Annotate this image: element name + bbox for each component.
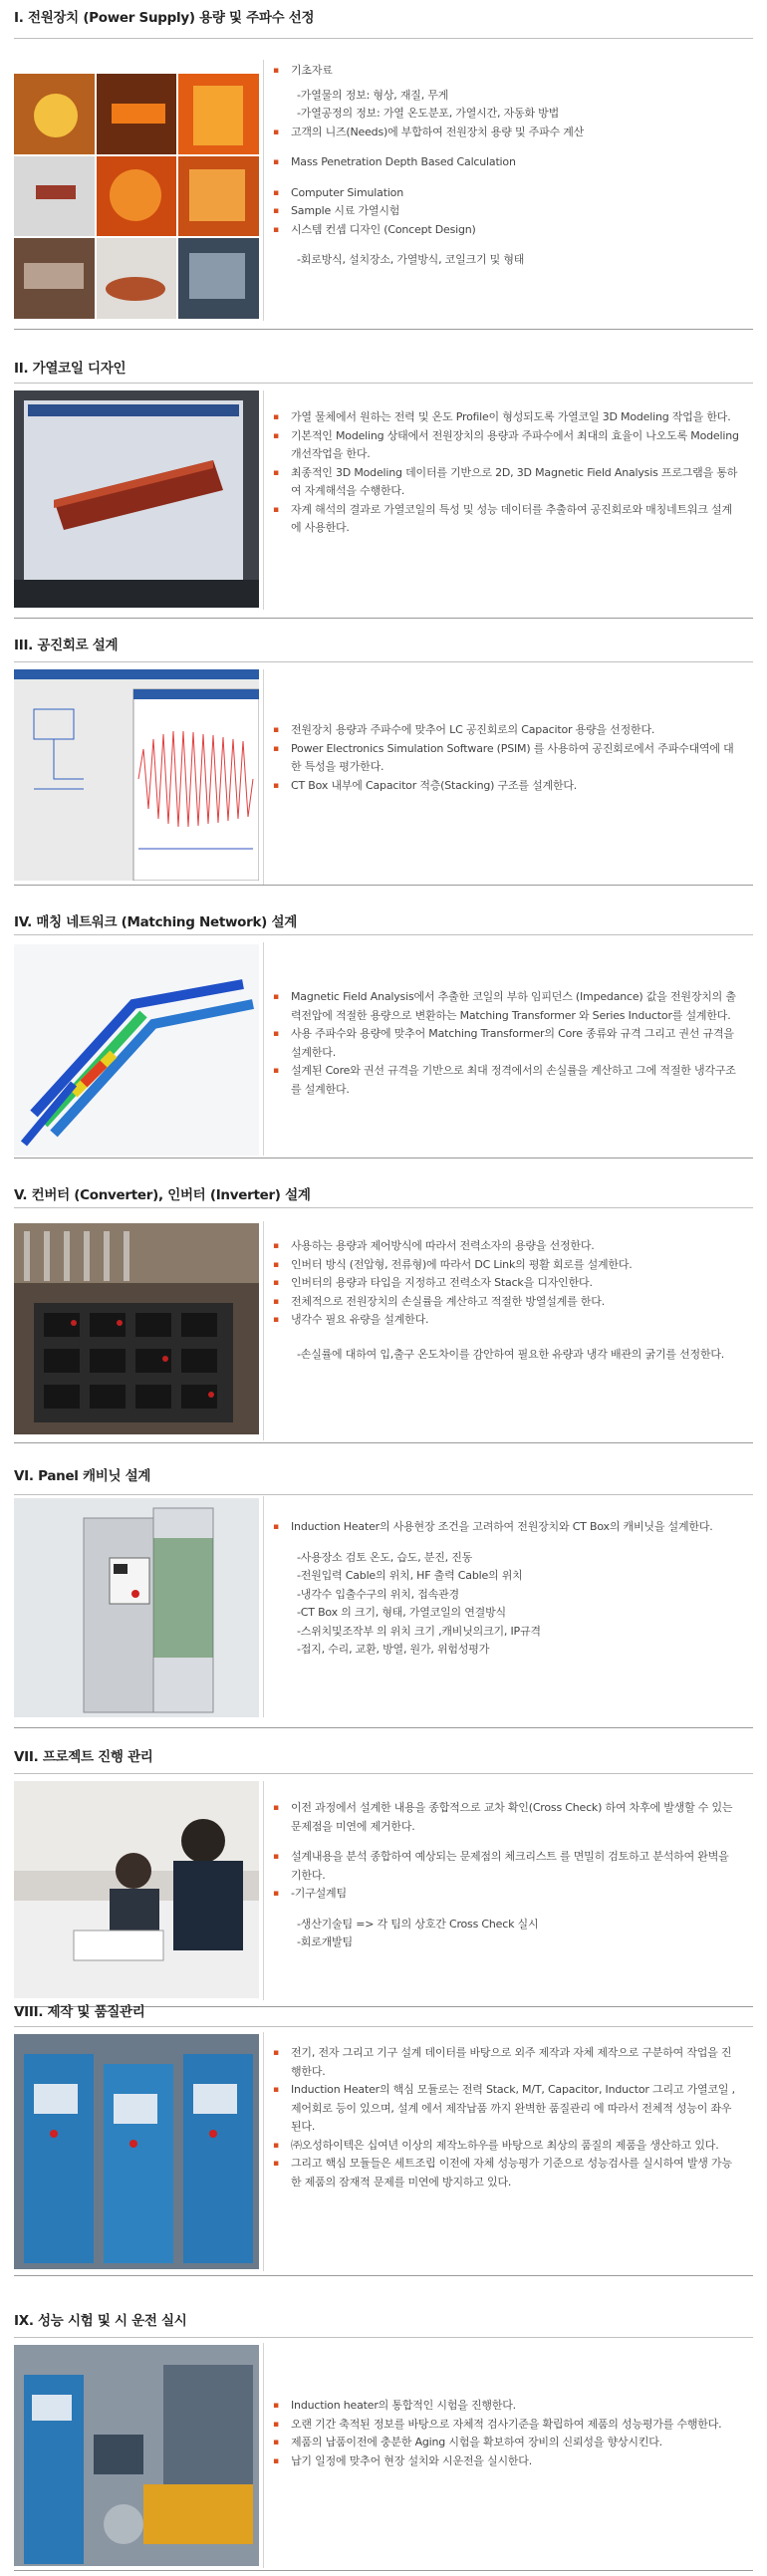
bullet-icon: ▪ xyxy=(273,1522,279,1532)
list-item: 고객의 니즈(Needs)에 부합하여 전원장치 용량 및 주파수 계산 xyxy=(291,125,585,138)
sub-item: -회로방식, 설치장소, 가열방식, 코일크기 및 형태 xyxy=(297,253,525,266)
sub-item: -CT Box 의 크기, 형태, 가열코일의 연결방식 xyxy=(297,1606,506,1619)
sub-item: -회로개발팀 xyxy=(297,1935,353,1948)
list-item: 기본적인 Modeling 상태에서 전원장치의 용량과 주파수에서 최대의 효율이 나오도록 Modeling 개선작업을 한다. xyxy=(291,428,739,460)
bullet-icon: ▪ xyxy=(273,2159,279,2169)
list-item: 기초자료 xyxy=(291,64,333,77)
list-item: 제품의 납품이전에 충분한 Aging 시험을 확보하여 장비의 신뢰성을 향상시킨다. xyxy=(291,2436,662,2448)
list-item: 설계내용을 분석 종합하여 예상되는 문제점의 체크리스트 를 면밀히 검토하고 분석하여 완벽을 기한다. xyxy=(291,1850,729,1882)
bullet-icon: ▪ xyxy=(273,725,279,735)
section-heating-coil xyxy=(0,351,767,630)
manufacturing-image xyxy=(14,2034,259,2269)
section-top-rule xyxy=(14,1773,753,1774)
list-item: 사용 주파수와 용량에 맞추어 Matching Transformer의 Core 종류와 규격 그리고 권선 규격을 설계한다. xyxy=(291,1027,734,1059)
list-item: 오랜 기간 축적된 정보를 바탕으로 자체적 검사기준을 확립하여 제품의 성능평가를 수행한다. xyxy=(291,2417,722,2431)
section-power-supply xyxy=(0,0,767,331)
section-title: VI. Panel 캐비닛 설계 xyxy=(14,1468,151,1484)
list-item: -기구설계팀 xyxy=(291,1887,347,1900)
section-content xyxy=(271,408,739,538)
bullet-icon: ▪ xyxy=(273,467,279,478)
section-title: II. 가열코일 디자인 xyxy=(14,361,127,377)
bullet-icon: ▪ xyxy=(273,1889,279,1899)
list-item: 전원장치 용량과 주파수에 맞추어 LC 공진회로의 Capacitor 용량을 선정한다. xyxy=(291,723,655,736)
bullet-icon: ▪ xyxy=(273,2455,279,2466)
bullet-icon: ▪ xyxy=(273,1066,279,1076)
sub-item: -가열공정의 정보: 가열 온도분포, 가열시간, 자동화 방법 xyxy=(297,107,560,120)
section-title: V. 컨버터 (Converter), 인버터 (Inverter) 설계 xyxy=(14,1187,311,1203)
section-content xyxy=(271,988,739,1099)
bullet-icon: ▪ xyxy=(273,1803,279,1813)
bullet-icon: ▪ xyxy=(273,1241,279,1251)
bullet-icon: ▪ xyxy=(273,187,279,198)
bullet-icon: ▪ xyxy=(273,1852,279,1862)
section-title: IV. 매칭 네트워크 (Matching Network) 설계 xyxy=(14,914,297,930)
section-top-rule xyxy=(14,2337,753,2338)
power-stack-image xyxy=(14,1223,259,1434)
section-bottom-rule xyxy=(14,1442,753,1443)
list-item: 납기 일정에 맞추어 현장 설치와 시운전을 실시한다. xyxy=(291,2453,533,2467)
section-converter-inverter xyxy=(0,1177,767,1448)
section-top-rule xyxy=(14,934,753,935)
list-item: Induction heater의 통합적인 시험을 진행한다. xyxy=(291,2399,516,2412)
divider xyxy=(263,1781,264,2000)
section-top-rule xyxy=(14,2026,753,2027)
list-item: 가열 물체에서 원하는 전력 및 온도 Profile이 형성되도록 가열코일 3D Modeling 작업을 한다. xyxy=(291,410,731,423)
list-item: 전체적으로 전원장치의 손실률을 계산하고 적절한 방열설계를 한다. xyxy=(291,1294,606,1308)
list-item: 최종적인 3D Modeling 데이터를 기반으로 2D, 3D Magnetic Field Analysis 프로그램을 통하여 자계해석을 수행한다. xyxy=(291,465,738,497)
list-item: Computer Simulation xyxy=(291,185,403,199)
list-item: 전기, 전자 그리고 기구 설계 데이터를 바탕으로 외주 제작과 자체 제작으로 구분하여 작업을 진행한다. xyxy=(291,2046,732,2078)
list-item: Sample 시료 가열시험 xyxy=(291,204,400,217)
section-bottom-rule xyxy=(14,2570,753,2571)
bullet-icon: ▪ xyxy=(273,430,279,441)
section-top-rule xyxy=(14,383,753,384)
sub-item: -생산기술팀 => 각 팀의 상호간 Cross Check 실시 xyxy=(297,1917,539,1931)
bullet-icon: ▪ xyxy=(273,1259,279,1270)
sub-item: -가열물의 정보: 형상, 재질, 무게 xyxy=(297,88,449,102)
divider xyxy=(263,2032,264,2271)
bullet-icon: ▪ xyxy=(273,206,279,216)
list-item: 사용하는 용량과 제어방식에 따라서 전력소자의 용량을 선정한다. xyxy=(291,1239,595,1252)
bullet-icon: ▪ xyxy=(273,157,279,167)
section-top-rule xyxy=(14,661,753,662)
section-project-management xyxy=(0,1739,767,2016)
section-content xyxy=(271,1518,739,1660)
list-item: Induction Heater의 핵심 모듈로는 전력 Stack, M/T, Capacitor, Inductor 그리고 가열코일 ,제어회로 등이 있으며, 설계 에서 제작납품 까지 완벽한 품질관리 에 따라서 전체적 성능이 좌우된다. xyxy=(291,2083,735,2133)
bullet-icon: ▪ xyxy=(273,2419,279,2430)
section-title: IX. 성능 시험 및 시 운전 실시 xyxy=(14,2313,187,2329)
bullet-icon: ▪ xyxy=(273,412,279,422)
bullet-icon: ▪ xyxy=(273,1315,279,1325)
circuit-simulation-image xyxy=(14,669,259,881)
bullet-icon: ▪ xyxy=(273,2401,279,2411)
list-item: 자계 해석의 결과로 가열코일의 특성 및 성능 데이터를 추출하여 공진회로와 매칭네트워크 설계에 사용한다. xyxy=(291,502,732,534)
section-bottom-rule xyxy=(14,2275,753,2276)
section-bottom-rule xyxy=(14,618,753,619)
section-performance-test xyxy=(0,2303,767,2576)
section-content xyxy=(271,62,739,270)
list-item: ㈜오성하이텍은 십여년 이상의 제작노하우를 바탕으로 최상의 품질의 제품을 생산하고 있다. xyxy=(291,2138,719,2152)
list-item: Mass Penetration Depth Based Calculation xyxy=(291,155,516,168)
list-item: 설계된 Core와 권선 규격을 기반으로 최대 정격에서의 손실률을 계산하고 그에 적절한 냉각구조를 설계한다. xyxy=(291,1064,736,1096)
section-panel-cabinet xyxy=(0,1458,767,1735)
section-bottom-rule xyxy=(14,885,753,886)
section-bottom-rule xyxy=(14,329,753,330)
list-item: 그리고 핵심 모듈들은 세트조립 이전에 자체 성능평가 기준으로 성능검사를 실시하여 발생 가능한 제품의 잠재적 문제를 미연에 방지하고 있다. xyxy=(291,2157,732,2189)
list-item: 인버터의 용량과 타입을 지정하고 전력소자 Stack을 디자인한다. xyxy=(291,1276,593,1289)
divider xyxy=(263,942,264,1156)
bullet-icon: ▪ xyxy=(273,2048,279,2058)
divider xyxy=(263,2343,264,2568)
section-matching-network xyxy=(0,904,767,1161)
section-title: VIII. 제작 및 품질관리 xyxy=(14,2004,145,2020)
sub-item: -냉각수 입출수구의 위치, 접속관경 xyxy=(297,1587,459,1601)
magnetic-field-analysis-image xyxy=(14,944,259,1156)
section-content xyxy=(271,1799,739,1952)
section-bottom-rule xyxy=(14,1727,753,1728)
section-content xyxy=(271,2044,739,2191)
section-title: III. 공진회로 설계 xyxy=(14,638,119,653)
bullet-icon: ▪ xyxy=(273,224,279,235)
section-top-rule xyxy=(14,1207,753,1208)
bullet-icon: ▪ xyxy=(273,127,279,137)
bullet-icon: ▪ xyxy=(273,1029,279,1039)
bullet-icon: ▪ xyxy=(273,780,279,791)
bullet-icon: ▪ xyxy=(273,2085,279,2095)
cabinet-image xyxy=(14,1498,259,1717)
section-bottom-rule xyxy=(14,1158,753,1159)
coil-3d-model-image xyxy=(14,390,259,608)
divider xyxy=(263,60,264,321)
power-supply-collage-image xyxy=(14,74,259,319)
divider xyxy=(263,390,264,610)
list-item: 냉각수 필요 유량을 설계한다. xyxy=(291,1313,429,1326)
list-item: 이전 과정에서 설계한 내용을 종합적으로 교차 확인(Cross Check) 하여 차후에 발생할 수 있는 문제점을 미연에 제거한다. xyxy=(291,1801,733,1833)
sub-item: -사용장소 검토 온도, 습도, 분진, 진동 xyxy=(297,1550,473,1564)
sub-item: -전원입력 Cable의 위치, HF 출력 Cable의 위치 xyxy=(297,1569,523,1582)
sub-item: -손실률에 대하여 입,출구 온도차이를 감안하여 필요한 유량과 냉각 배관의 굵기를 선정한다. xyxy=(297,1347,725,1361)
list-item: Magnetic Field Analysis에서 추출한 코일의 부하 임피던스 (Impedance) 값을 전원장치의 출력전압에 적절한 용량으로 변환하는 Matching Transformer 와 Series Inductor를 설계한다. xyxy=(291,990,736,1022)
meeting-photo-image xyxy=(14,1781,259,1998)
divider xyxy=(263,1496,264,1717)
section-content xyxy=(271,721,739,795)
bullet-icon: ▪ xyxy=(273,1278,279,1288)
section-content xyxy=(271,1237,739,1364)
bullet-icon: ▪ xyxy=(273,504,279,515)
list-item: CT Box 내부에 Capacitor 적층(Stacking) 구조를 설계한다. xyxy=(291,778,578,792)
sub-item: -접지, 수리, 교환, 방열, 원가, 위험성평가 xyxy=(297,1643,490,1656)
section-title: VII. 프로젝트 진행 관리 xyxy=(14,1749,153,1765)
section-top-rule xyxy=(14,38,753,39)
list-item: 인버터 방식 (전압형, 전류형)에 따라서 DC Link의 평활 회로를 설계한다. xyxy=(291,1257,633,1271)
section-top-rule xyxy=(14,1494,753,1495)
bullet-icon: ▪ xyxy=(273,743,279,754)
list-item: 시스템 컨셉 디자인 (Concept Design) xyxy=(291,222,476,236)
section-resonant-circuit xyxy=(0,628,767,893)
bullet-icon: ▪ xyxy=(273,2438,279,2447)
performance-test-image xyxy=(14,2345,259,2566)
bullet-icon: ▪ xyxy=(273,992,279,1002)
section-manufacturing-quality xyxy=(0,1994,767,2283)
bullet-icon: ▪ xyxy=(273,2140,279,2151)
divider xyxy=(263,669,264,885)
list-item: Power Electronics Simulation Software (PSIM) 를 사용하여 공진회로에서 주파수대역에 대한 특성을 평가한다. xyxy=(291,741,734,773)
sub-item: -스위치및조작부 의 위치 크기 ,캐비닛의크기, IP규격 xyxy=(297,1624,541,1638)
section-title: I. 전원장치 (Power Supply) 용량 및 주파수 선정 xyxy=(14,10,315,26)
divider xyxy=(263,1221,264,1440)
bullet-icon: ▪ xyxy=(273,66,279,76)
list-item: Induction Heater의 사용현장 조건을 고려하여 전원장치와 CT Box의 캐비닛을 설계한다. xyxy=(291,1520,713,1533)
section-content xyxy=(271,2397,739,2470)
bullet-icon: ▪ xyxy=(273,1296,279,1307)
